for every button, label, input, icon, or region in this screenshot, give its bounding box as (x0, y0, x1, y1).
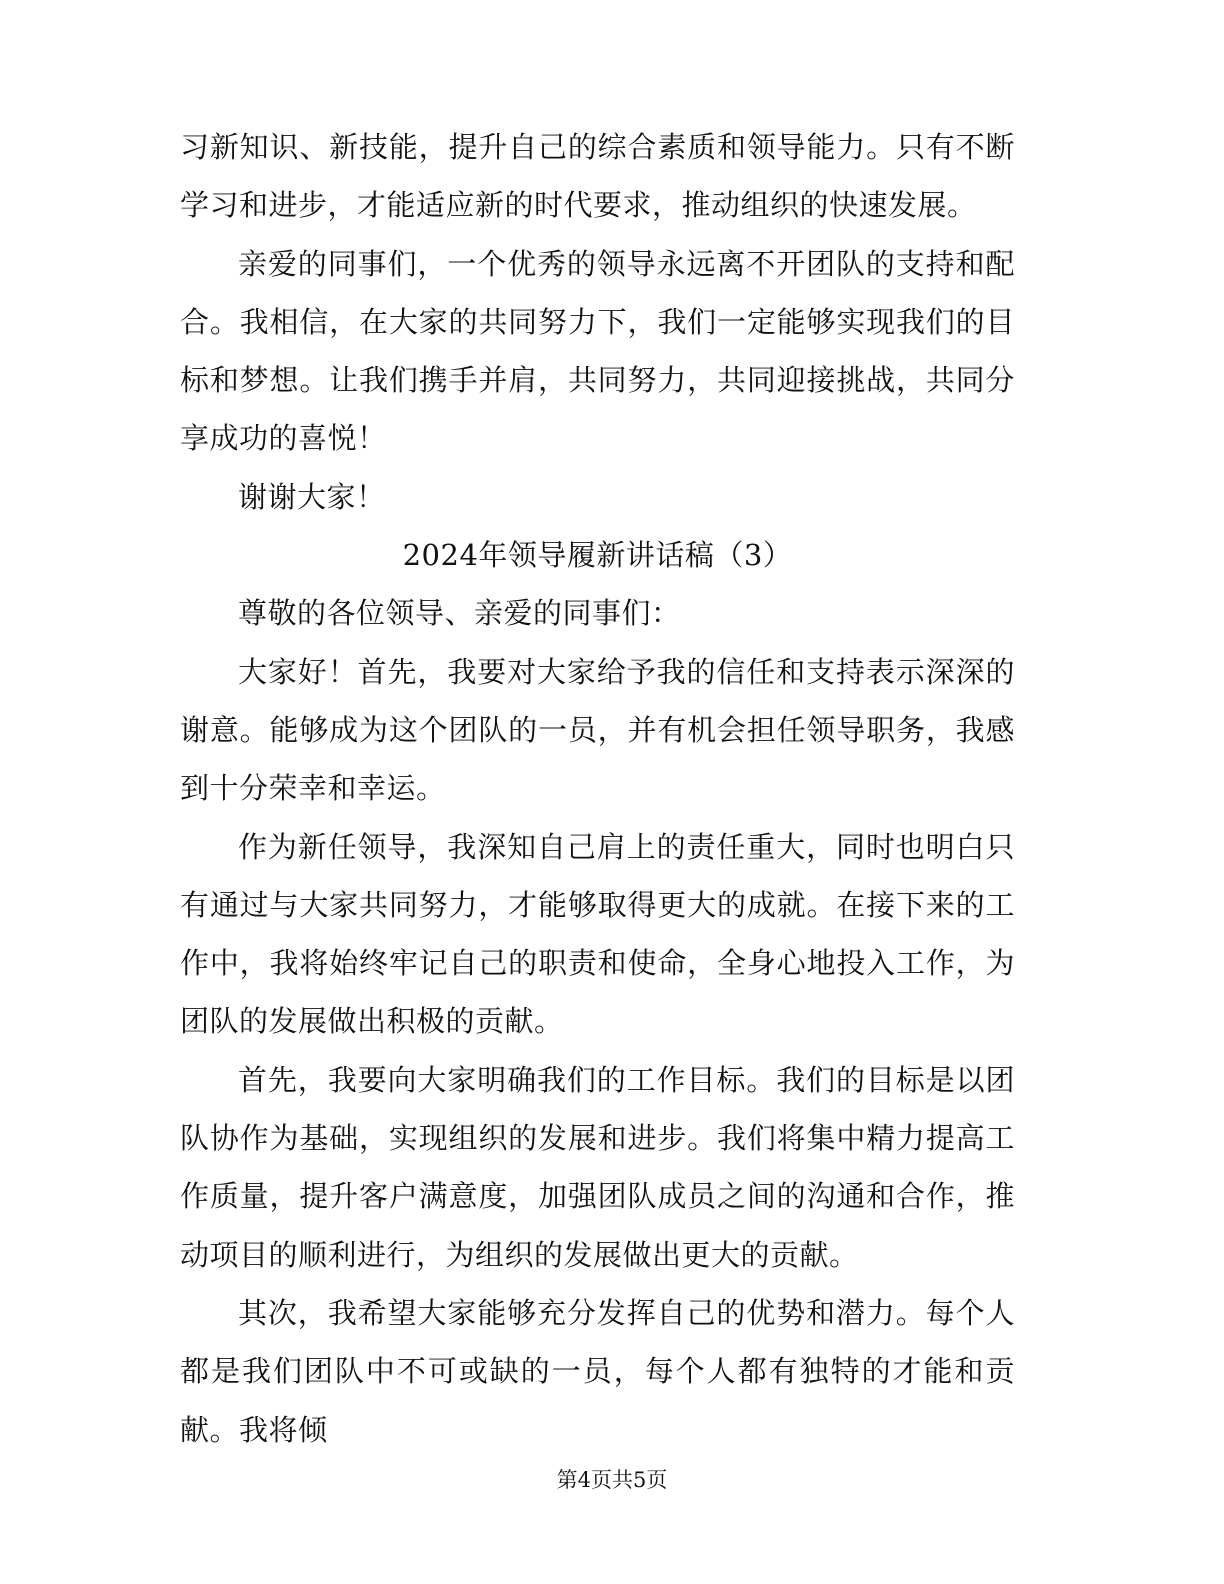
paragraph: 其次，我希望大家能够充分发挥自己的优势和潜力。每个人都是我们团队中不可或缺的一员，每个人都有独特的才能和贡献。我将倾 (180, 1295, 1015, 1447)
paragraph: 习新知识、新技能，提升自己的综合素质和领导能力。只有不断学习和进步，才能适应新的时代要求，推动组织的快速发展。 (180, 130, 1015, 223)
page-number-footer: 第4页共5页 (556, 1468, 668, 1492)
paragraph: 作为新任领导，我深知自己肩上的责任重大，同时也明白只有通过与大家共同努力，才能够取得更大的成就。在接下来的工作中，我将始终牢记自己的职责和使命，全身心地投入工作，为团队的发展做出积极的贡献。 (180, 829, 1015, 1039)
section-title: 2024年领导履新讲话稿（3） (402, 538, 793, 573)
paragraph: 尊敬的各位领导、亲爱的同事们： (238, 596, 681, 631)
paragraph: 亲爱的同事们，一个优秀的领导永远离不开团队的支持和配合。我相信，在大家的共同努力下，我们一定能够实现我们的目标和梦想。让我们携手并肩，共同努力，共同迎接挑战，共同分享成功的喜悦！ (180, 246, 1015, 456)
paragraph: 谢谢大家！ (238, 479, 386, 514)
paragraph: 首先，我要向大家明确我们的工作目标。我们的目标是以团队协作为基础，实现组织的发展和进步。我们将集中精力提高工作质量，提升客户满意度，加强团队成员之间的沟通和合作，推动项目的顺利进行，为组织的发展做出更大的贡献。 (180, 1062, 1015, 1272)
body-text (180, 118, 1015, 1459)
paragraph: 大家好！首先，我要对大家给予我的信任和支持表示深深的谢意。能够成为这个团队的一员，并有机会担任领导职务，我感到十分荣幸和幸运。 (180, 654, 1015, 806)
